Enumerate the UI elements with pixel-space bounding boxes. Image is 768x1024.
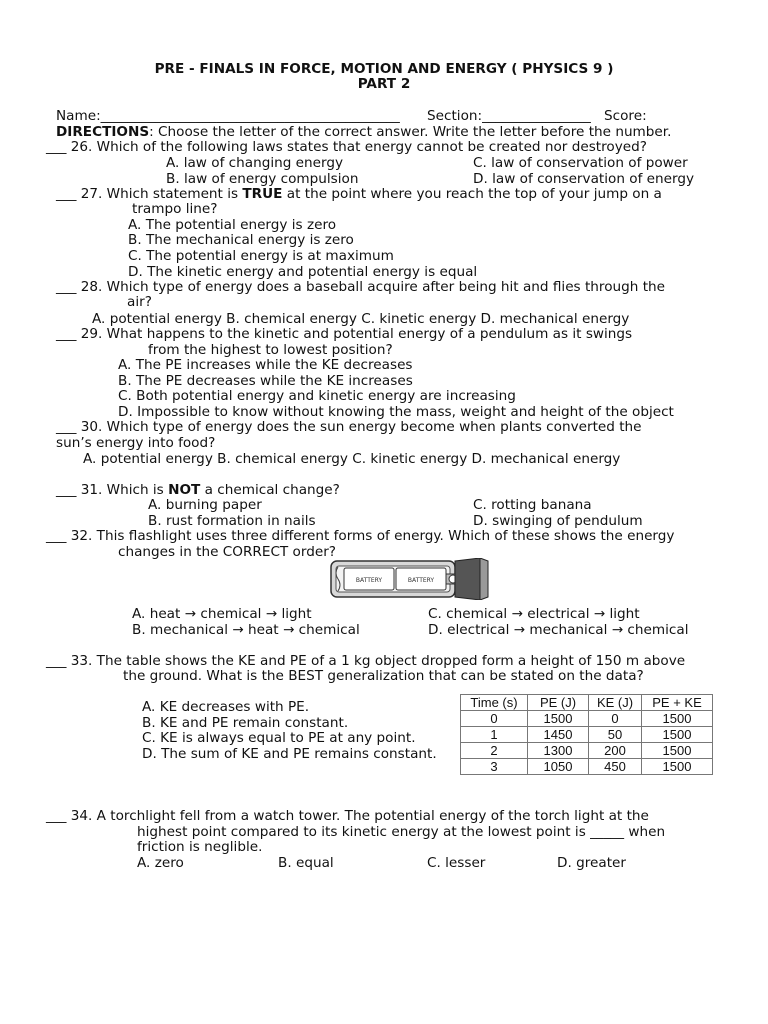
q33-option-b: B. KE and PE remain constant. [142, 715, 349, 731]
q27-stem [56, 186, 662, 202]
q32-stem: ___ 32. This flashlight uses three different forms of energy. Which of these shows the energy [46, 528, 675, 544]
q26-stem: ___ 26. Which of the following laws states that energy cannot be created nor destroyed? [46, 139, 647, 155]
q34-option-b: B. equal [278, 855, 334, 871]
name-field: Name:____________________________________________ [56, 108, 400, 124]
table-row [461, 711, 713, 727]
q33-option-a: A. KE decreases with PE. [142, 699, 310, 715]
q30-options: A. potential energy B. chemical energy C. kinetic energy D. mechanical energy [83, 451, 621, 467]
flashlight-image [330, 558, 490, 604]
page-subtitle: PART 2 [357, 76, 411, 92]
q26-option-c: C. law of conservation of power [473, 155, 688, 171]
table-cell: 0 [589, 711, 642, 727]
energy-table [460, 694, 713, 775]
q33-stem: ___ 33. The table shows the KE and PE of a 1 kg object dropped form a height of 150 m above [46, 653, 686, 669]
q27-stem-post: at the point where you reach the top of your jump on a [282, 186, 662, 202]
q26-option-d: D. law of conservation of energy [473, 171, 695, 187]
q33-stem-cont: the ground. What is the BEST generalization that can be stated on the data? [123, 668, 644, 684]
directions [56, 124, 671, 140]
q34-stem-cont: highest point compared to its kinetic energy at the lowest point is _____ when [137, 824, 666, 840]
q32-option-d: D. electrical → mechanical → chemical [428, 622, 689, 638]
q27-stem-pre: ___ 27. Which statement is [56, 186, 243, 202]
q29-option-a: A. The PE increases while the KE decreases [118, 357, 413, 373]
table-row [461, 727, 713, 743]
table-cell: 1500 [642, 727, 713, 743]
q31-option-a: A. burning paper [148, 497, 262, 513]
table-cell: 1 [461, 727, 528, 743]
table-cell: 1300 [528, 743, 589, 759]
q29-option-c: C. Both potential energy and kinetic energy are increasing [118, 388, 516, 404]
q27-stem-cont: trampo line? [132, 201, 218, 217]
table-cell: 1500 [528, 711, 589, 727]
table-header: Time (s) [461, 695, 528, 711]
q27-option-b: B. The mechanical energy is zero [128, 232, 354, 248]
q32-option-b: B. mechanical → heat → chemical [132, 622, 360, 638]
table-cell: 1050 [528, 759, 589, 775]
q27-stem-bold: TRUE [242, 186, 283, 202]
table-cell: 50 [589, 727, 642, 743]
table-cell: 0 [461, 711, 528, 727]
q29-option-d: D. Impossible to know without knowing the mass, weight and height of the object [118, 404, 674, 420]
page-title: PRE - FINALS IN FORCE, MOTION AND ENERGY ( PHYSICS 9 ) [154, 61, 614, 77]
table-header: PE + KE [642, 695, 713, 711]
q31-stem-bold: NOT [168, 482, 201, 498]
q26-option-b: B. law of energy compulsion [166, 171, 359, 187]
q32-stem-cont: changes in the CORRECT order? [118, 544, 337, 560]
q34-stem-cont2: friction is neglible. [137, 839, 263, 855]
q33-option-d: D. The sum of KE and PE remains constant. [142, 746, 437, 762]
table-cell: 450 [589, 759, 642, 775]
q28-stem-cont: air? [127, 294, 152, 310]
table-cell: 1500 [642, 759, 713, 775]
q26-option-a: A. law of changing energy [166, 155, 344, 171]
table-cell: 2 [461, 743, 528, 759]
section-field: Section:________________ [427, 108, 591, 124]
q29-option-b: B. The PE decreases while the KE increases [118, 373, 413, 389]
q27-option-a: A. The potential energy is zero [128, 217, 337, 233]
table-cell: 1500 [642, 743, 713, 759]
q29-stem: ___ 29. What happens to the kinetic and potential energy of a pendulum as it swings [56, 326, 633, 342]
q28-options: A. potential energy B. chemical energy C. kinetic energy D. mechanical energy [92, 311, 630, 327]
directions-text: : Choose the letter of the correct answer. Write the letter before the number. [149, 124, 672, 140]
battery-label-2: BATTERY [407, 577, 435, 584]
q29-stem-cont: from the highest to lowest position? [148, 342, 393, 358]
q30-stem: ___ 30. Which type of energy does the sun energy become when plants converted the [56, 419, 642, 435]
table-cell: 1450 [528, 727, 589, 743]
q31-option-c: C. rotting banana [473, 497, 592, 513]
battery-label-1: BATTERY [355, 577, 383, 584]
q31-stem-pre: ___ 31. Which is [56, 482, 169, 498]
directions-label: DIRECTIONS [56, 124, 150, 140]
q27-option-c: C. The potential energy is at maximum [128, 248, 394, 264]
q30-stem-cont: sun’s energy into food? [56, 435, 216, 451]
q32-option-a: A. heat → chemical → light [132, 606, 312, 622]
score-field: Score: [604, 108, 647, 124]
table-cell: 1500 [642, 711, 713, 727]
q34-option-d: D. greater [557, 855, 627, 871]
q31-option-d: D. swinging of pendulum [473, 513, 643, 529]
table-header-row [461, 695, 713, 711]
table-row [461, 759, 713, 775]
q34-option-a: A. zero [137, 855, 184, 871]
q28-stem: ___ 28. Which type of energy does a baseball acquire after being hit and flies through the [56, 279, 665, 295]
table-cell: 3 [461, 759, 528, 775]
table-row [461, 743, 713, 759]
table-cell: 200 [589, 743, 642, 759]
q32-option-c: C. chemical → electrical → light [428, 606, 640, 622]
q31-stem-post: a chemical change? [200, 482, 340, 498]
q31-stem [56, 482, 340, 498]
q34-option-c: C. lesser [427, 855, 486, 871]
q34-stem: ___ 34. A torchlight fell from a watch tower. The potential energy of the torch light at the [46, 808, 649, 824]
table-header: KE (J) [589, 695, 642, 711]
q27-option-d: D. The kinetic energy and potential energy is equal [128, 264, 478, 280]
table-header: PE (J) [528, 695, 589, 711]
q31-option-b: B. rust formation in nails [148, 513, 316, 529]
q33-option-c: C. KE is always equal to PE at any point. [142, 730, 416, 746]
